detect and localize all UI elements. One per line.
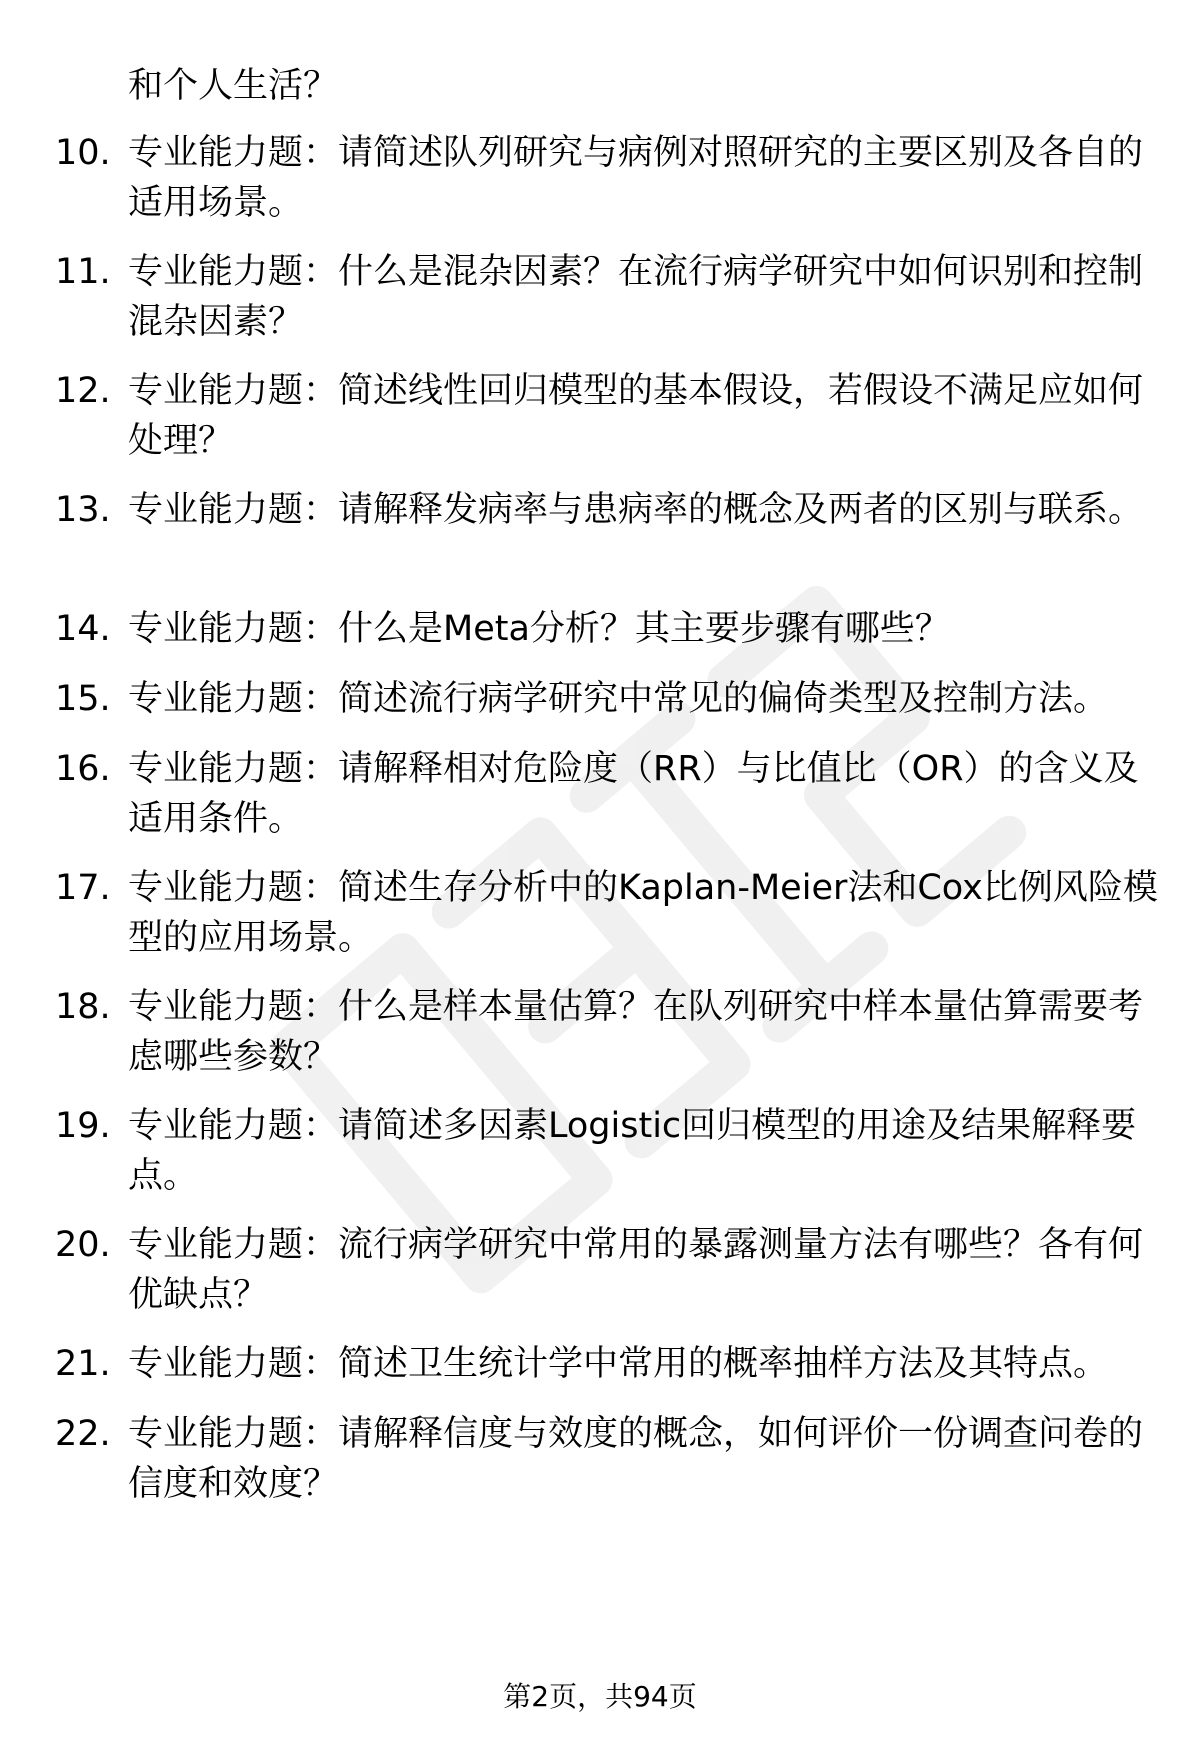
question-number: 20. <box>55 1225 111 1265</box>
question-number: 14. <box>55 609 111 649</box>
question-number: 19. <box>55 1106 111 1146</box>
question-number: 17. <box>55 868 111 908</box>
question-number: 18. <box>55 987 111 1027</box>
question-text: 专业能力题：什么是样本量估算？在队列研究中样本量估算需要考虑哪些参数？ <box>128 987 1144 1077</box>
question-text: 专业能力题：简述线性回归模型的基本假设，若假设不满足应如何处理？ <box>128 371 1144 461</box>
page-number-footer: 第2页，共94页 <box>503 1680 697 1713</box>
question-text: 专业能力题：请解释信度与效度的概念，如何评价一份调查问卷的信度和效度？ <box>128 1414 1144 1504</box>
question-number: 11. <box>55 252 111 292</box>
question-text: 专业能力题：请简述队列研究与病例对照研究的主要区别及各自的适用场景。 <box>128 133 1144 223</box>
question-number: 16. <box>55 749 111 789</box>
question-text: 专业能力题：流行病学研究中常用的暴露测量方法有哪些？各有何优缺点？ <box>128 1225 1144 1315</box>
question-text: 专业能力题：请简述多因素Logistic回归模型的用途及结果解释要点。 <box>128 1106 1137 1196</box>
question-number: 10. <box>55 133 111 173</box>
question-text: 专业能力题：请解释发病率与患病率的概念及两者的区别与联系。 <box>128 490 1144 530</box>
question-number: 21. <box>55 1344 111 1384</box>
question-number: 13. <box>55 490 111 530</box>
question-text: 专业能力题：简述流行病学研究中常见的偏倚类型及控制方法。 <box>128 679 1109 719</box>
continuation-text: 和个人生活？ <box>128 66 339 106</box>
question-text: 专业能力题：请解释相对危险度（RR）与比值比（OR）的含义及适用条件。 <box>128 749 1139 839</box>
question-number: 22. <box>55 1414 111 1454</box>
question-number: 15. <box>55 679 111 719</box>
question-text: 专业能力题：简述生存分析中的Kaplan-Meier法和Cox比例风险模型的应用场景。 <box>128 868 1158 958</box>
question-text: 专业能力题：什么是Meta分析？其主要步骤有哪些？ <box>128 609 950 649</box>
question-text: 专业能力题：什么是混杂因素？在流行病学研究中如何识别和控制混杂因素？ <box>128 252 1144 342</box>
question-number: 12. <box>55 371 111 411</box>
question-text: 专业能力题：简述卫生统计学中常用的概率抽样方法及其特点。 <box>128 1344 1109 1384</box>
